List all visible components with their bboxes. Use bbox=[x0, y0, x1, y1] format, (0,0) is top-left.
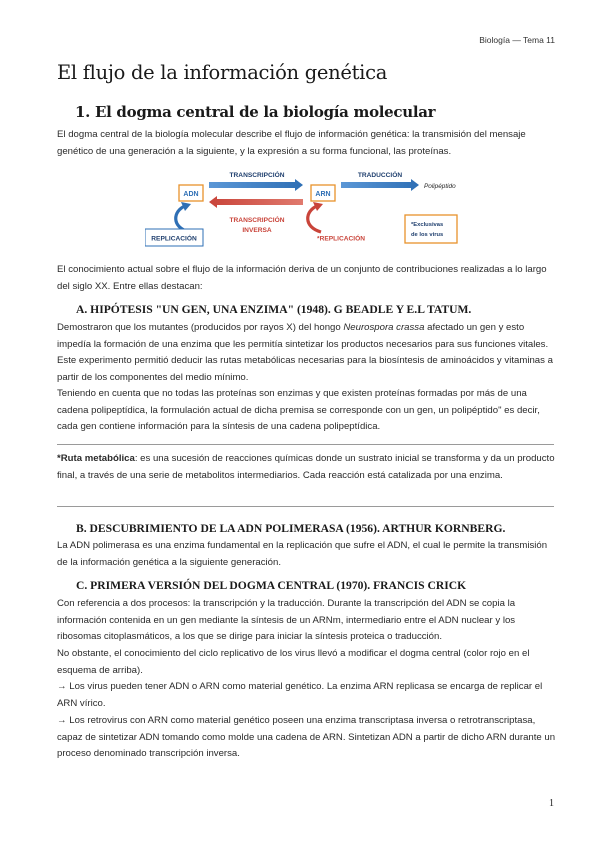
course-header: Biología — Tema 11 bbox=[479, 35, 555, 45]
section-1-intro: El dogma central de la biología molecular describe el flujo de información genética: la transmisión del mensaje genético de una generación a la siguiente, y la expresión a su forma funcional, las proteínas. bbox=[57, 129, 526, 157]
translation-label: TRADUCCIÓN bbox=[357, 172, 403, 179]
reverse-transcription-arrow bbox=[209, 196, 303, 208]
contributions-intro: El conocimiento actual sobre el flujo de la información deriva de un conjunto de contribuciones realizadas a lo largo del siglo XX. Entre ellas destacan: bbox=[57, 264, 547, 292]
subsection-c-paragraph-3: → Los virus pueden tener ADN o ARN como material genético. La enzima ARN replicasa se encarga de replicar el ARN vírico. bbox=[57, 681, 543, 709]
reverse-transcription-label-2: INVERSA bbox=[242, 227, 272, 234]
subsection-c-title: C. PRIMERA VERSIÓN DEL DOGMA CENTRAL (1970). FRANCIS CRICK bbox=[76, 579, 467, 592]
translation-arrow bbox=[341, 179, 419, 191]
note-divider-top bbox=[57, 444, 554, 445]
subsection-c-paragraph-2: No obstante, el conocimiento del ciclo replicativo de los virus llevó a modificar el dogma central (color rojo en el esquema de arriba). bbox=[57, 648, 530, 676]
dna-replication-loop bbox=[176, 206, 189, 232]
arn-label: ARN bbox=[315, 191, 331, 198]
virus-note-box bbox=[405, 215, 457, 243]
subsection-c-paragraph-1: Con referencia a dos procesos: la transcripción y la traducción. Durante la transcripción del ADN se copia la información contenida en un gen mediante la síntesis de un ARNm, intermediario entre el ADN nuclear y los ribosomas citoplasmáticos, a los que se dirige para iniciar la síntesis proteica o traducción. bbox=[57, 598, 516, 642]
subsection-a-paragraph-1: Demostraron que los mutantes (producidos por rayos X) del hongo Neurospora crassa afectado un gen y esto impedía la formación de una enzima que les permitía sintetizar los productos necesarios para sus funciones vitales. Este experimento permitió deducir las rutas metabólicas necesarias para la biosíntesis de aminoácidos y vitaminas a partir de los componentes del medio mínimo. bbox=[57, 322, 553, 383]
adn-label: ADN bbox=[183, 191, 199, 198]
page-title: El flujo de la información genética bbox=[57, 61, 388, 84]
rna-replication-loop bbox=[308, 206, 321, 232]
subsection-a-paragraph-2: Teniendo en cuenta que no todas las proteínas son enzimas y que existen proteínas formadas por más de una cadena polipeptídica, la formulación actual de dicha premisa se corresponde con un gen, un polipéptido" es decir, cada gen contiene información para la síntesis de una cadena polipeptídica. bbox=[57, 388, 540, 432]
subsection-c-paragraph-4: → Los retrovirus con ARN como material genético poseen una enzima transcriptasa inversa o retrotranscriptasa, capaz de sintetizar ADN tomando como molde una cadena de ARN. Sintetizan ADN a partir de dicho ARN durante un proceso denominado transcripción inversa. bbox=[57, 715, 556, 759]
rna-replication-label: *REPLICACIÓN bbox=[317, 235, 365, 243]
subsection-a-title: A. HIPÓTESIS "UN GEN, UNA ENZIMA" (1948). G BEADLE Y E.L TATUM. bbox=[76, 303, 472, 316]
subsection-b-title: B. DESCUBRIMIENTO DE LA ADN POLIMERASA (1956). ARTHUR KORNBERG. bbox=[76, 522, 506, 535]
dna-replication-label: REPLICACIÓN bbox=[151, 235, 197, 243]
transcription-arrow bbox=[209, 179, 303, 191]
metabolic-route-term: *Ruta metabólica bbox=[57, 453, 135, 464]
polypeptide-label: Polipéptido bbox=[424, 183, 456, 190]
note-divider-bottom bbox=[57, 506, 554, 507]
central-dogma-diagram bbox=[145, 165, 490, 250]
page-number: 1 bbox=[549, 798, 554, 809]
section-1-title: 1. El dogma central de la biología molecular bbox=[75, 103, 436, 121]
metabolic-route-note: *Ruta metabólica: es una sucesión de reacciones químicas donde un sustrato inicial se transforma y da un producto final, a través de una serie de metabolitos intermediarios. Cada reacción está catalizada por una enzima. bbox=[57, 453, 555, 481]
virus-note-line-2: de los virus bbox=[411, 232, 444, 238]
species-name: Neurospora crassa bbox=[343, 322, 425, 333]
virus-note-line-1: *Exclusivas bbox=[411, 222, 444, 228]
reverse-transcription-label-1: TRANSCRIPCIÓN bbox=[229, 217, 285, 224]
subsection-b-paragraph: La ADN polimerasa es una enzima fundamental en la replicación que sufre el ADN, el cual le permite la transmisión de la información genética a la siguiente generación. bbox=[57, 540, 548, 568]
transcription-label: TRANSCRIPCIÓN bbox=[229, 172, 285, 179]
